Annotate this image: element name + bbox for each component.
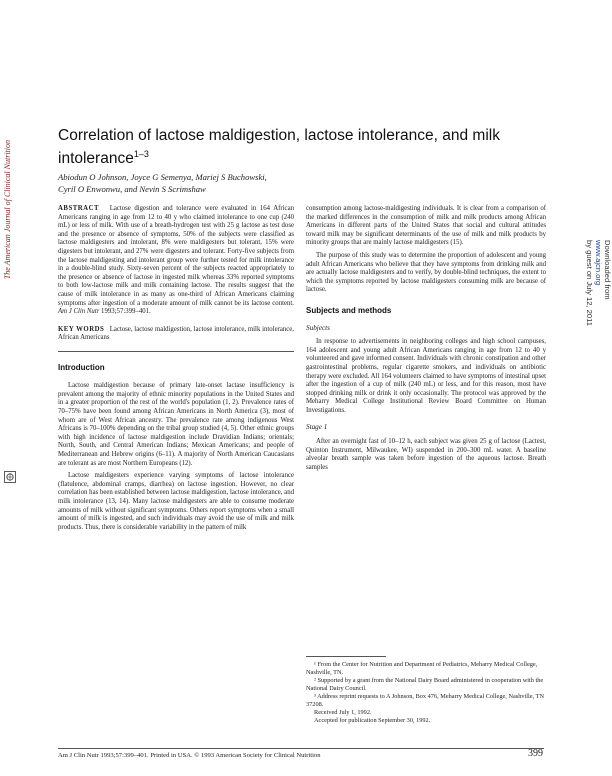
abstract-citation-ref: 1993;57:399–401. [99,308,151,316]
keywords-label: KEY WORDS [58,325,105,333]
subjects-paragraph: In response to advertisements in neighboring colleges and high school campuses, 164 adolescent and young adult African Americans ranging in age from 12 to 40 y volunteered and gave informed consent. Individuals with chronic constipation and other gastrointestinal problems, regular cigarette smokers, and individuals on antibiotic therapy were excluded. All 164 volunteers claimed to have symptoms of intestinal upset after the ingestion of a cup of milk (240 mL) or less, and for this reason, most have stopped drinking milk or drink it only occasionally. The protocol was approved by the Meharry Medical College Institutional Review Board Committee on Human Investigations. [306,338,546,414]
abstract-paragraph [58,205,294,317]
page-number: 399 [528,748,543,759]
abstract-citation-journal: Am J Clin Nutr [58,308,100,316]
right-paragraph-2: The purpose of this study was to determine the proportion of adolescent and young adult African Americans who believe that they have symptoms from drinking milk and are actually lactose maldigesters and to verify, by double-blind techniques, the extent to which the symptoms reported by lactose maldigesters consuming milk are because of lactose. [306,251,546,294]
received-date: Received July 1, 1992. [314,709,372,716]
author-list [58,171,358,195]
intro-paragraph-1: Lactose maldigestion because of primary late-onset lactase insufficiency is prevalent among the majority of ethnic minority populations in the United States and in a greater proportion of the rest of the world's population (1, 2). Prevalence rates of 70–75% have been found among African Americans in North America (3), most of whom are of West African ancestry. The prevalence rate among indigenous West Africans is 70–100% depending on the tribal group studied (4, 5). Other ethnic groups with high incidence of lactose maldigestion include Dravidian Indians; orientals; North, South, and Central American Indians; Mexican Americans; and people of Mediterranean and Hebrew origins (6–11). A majority of North American Caucasians are tolerant as are most Northern Europeans (12). [58,382,294,467]
author-line-2: Cyril O Enwonwu, and Nevin S Scrimshaw [58,184,206,194]
intro-paragraph-2: Lactose maldigesters experience varying symptoms of lactose intolerance (flatulence, abdominal cramps, diarrhea) on lactose ingestion. However, no clear correlation has been established between lactose maldigestion, lactose intolerance, and milk intolerance (13, 14). Many lactose maldigesters are able to consume moderate amounts of milk without significant symptoms. Others report symptoms when a small amount of milk is ingested, and such individuals may avoid the use of milk and milk products. Thus, there is considerable variability in the pattern of milk [58,472,294,531]
footnote-divider [306,656,386,657]
footnote-2: ² Supported by a grant from the National Dairy Board administered in cooperation with the National Dairy Council. [306,677,544,692]
article-title [58,126,518,168]
accepted-date: Accepted for publication September 30, 1992. [314,717,431,724]
introduction-heading: Introduction [58,362,105,372]
methods-heading: Subjects and methods [306,305,392,315]
stage1-paragraph: After an overnight fast of 10–12 h, each subject was given 25 g of lactose (Lactest, Quinton Instrument, Milwaukee, WI) suspended in 200–300 mL water. A baseline alveolar breath sample was taken before ingestion of the aqueous lactose. Breath samples [306,438,546,471]
footnote-1: ¹ From the Center for Nutrition and Department of Pediatrics, Meharry Medical College, Nashville, TN. [306,661,538,676]
journal-side-banner [3,140,15,620]
subjects-subheading: Subjects [306,323,330,332]
footnotes [306,661,546,725]
article-title-text: Correlation of lactose maldigestion, lactose intolerance, and milk intolerance [58,127,500,167]
abstract-text: Lactose digestion and tolerance were evaluated in 164 African Americans ranging in age from 12 to 40 y who claimed intolerance to one cup (240 mL) or less of milk. With use of a breath-hydrogen test with 25 g lactose as test dose and the presence or absence of symptoms, 50% of the subjects were classified as lactose maldigesters and intolerant, 8% were maldigesters but tolerant, 15% were digesters but intolerant, and 27% were digesters and tolerant. Forty-five subjects from the lactose maldigesting and intolerant group were further tested for milk intolerance in a double-blind study. Sixty-seven percent of the subjects reacted appropriately to the presence or absence of lactose in ingested milk whereas 33% reported symptoms to both low-lactose milk and milk containing lactose. The results suggest that the cause of milk intolerance in as many as one-third of African Americans claiming symptoms after ingestion of a moderate amount of milk cannot be its lactose content. [58,205,294,307]
author-line-1: Abiodun O Johnson, Joyce G Semenya, Mariej S Buchowski, [58,172,267,182]
footer-citation: Am J Clin Nutr 1993;57:399–401. Printed in USA. © 1993 American Society for Clinical Nutrition [58,752,321,759]
download-text [585,240,612,326]
footer-divider [58,748,544,749]
right-paragraph-1: consumption among lactose-maldigesting individuals. It is clear from a comparison of the marked differences in the consumption of milk and milk products among African Americans in different parts of the United States that social and cultural attitudes toward milk may be significant determinants of the use of milk and milk products by minority groups that are mainly lactose maldigesters (15). [306,205,546,247]
stage1-subheading: Stage 1 [306,423,328,432]
left-column [58,205,294,532]
footnote-3: ³ Address reprint requests to A Johnson, Box 476, Meharry Medical College, Nashville, TN 37208. [306,693,545,708]
keywords-paragraph [58,326,294,343]
download-suffix: by guest on July 12, 2011 [585,240,594,326]
journal-name-vertical: The American Journal of Clinical Nutrition [3,140,12,280]
right-column [306,205,546,472]
abstract-divider [58,351,294,352]
download-prefix: Downloaded from [603,240,612,300]
journal-logo-icon [4,470,16,482]
download-link[interactable]: www.ajcn.org [594,240,603,286]
download-banner [585,240,612,660]
keywords-text: Lactose, lactose maldigestion, lactose intolerance, milk intolerance, African Americans [58,325,295,342]
title-footnote-ref: 1–3 [133,149,149,159]
abstract-label: ABSTRACT [58,205,100,212]
